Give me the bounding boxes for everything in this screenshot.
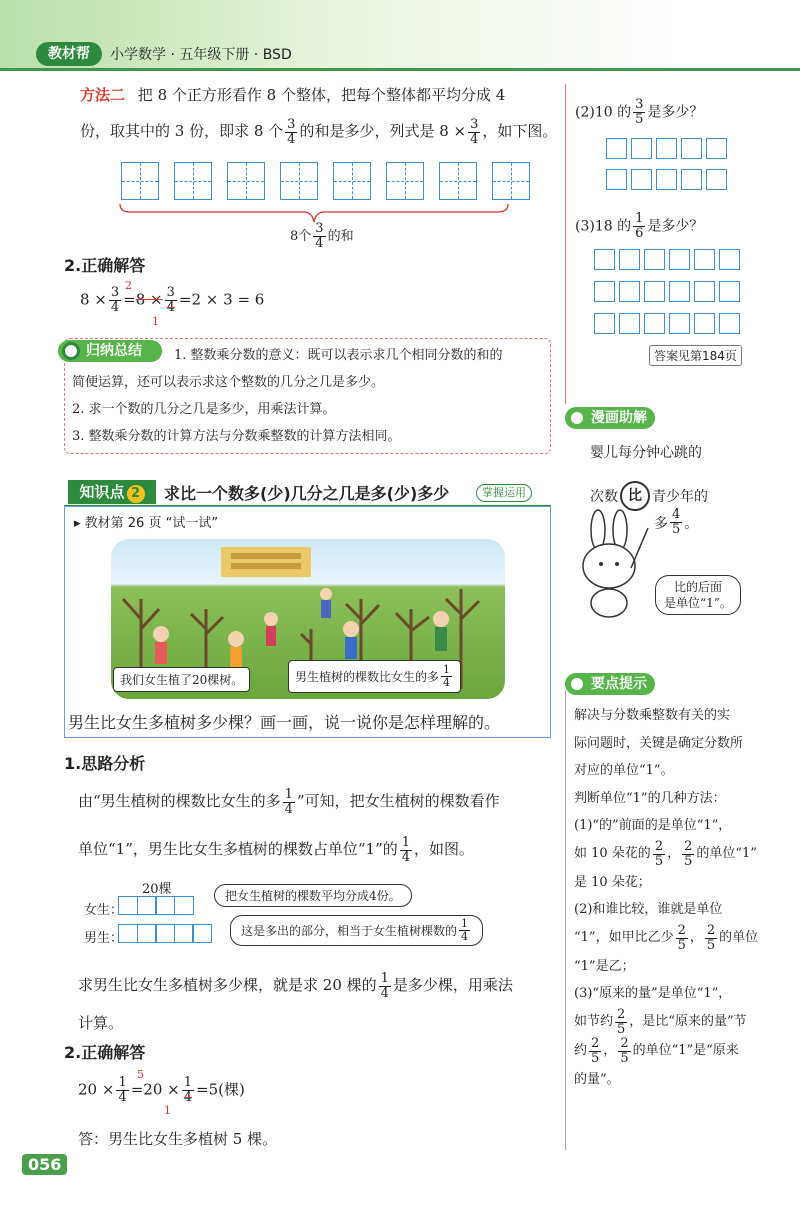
header-divider — [0, 68, 800, 71]
grid-q3 — [594, 249, 740, 345]
comic-line1: 婴儿每分钟心跳的 — [590, 445, 702, 461]
eight-squares-diagram — [121, 162, 530, 200]
divided-square — [333, 162, 371, 200]
solve1-equation: 8 × $\frac{3}{4}$ =8 × $\frac{3}{4}$ =2 × 3 = 6 — [80, 285, 265, 315]
knowledge-point-title: 求比一个数多(少)几分之几是多(少)多少 — [164, 484, 450, 503]
grid-cell — [606, 169, 627, 190]
target-icon — [62, 342, 80, 360]
analysis-p1: 由“男生植树的棵数比女生的多 $\frac{1}{4}$ ”可知，把女生植树的棵数看作 — [78, 786, 500, 817]
brand-badge: 教材帮 — [36, 42, 102, 66]
callout-split: 把女生植树的棵数平均分成4份。 — [214, 884, 412, 907]
summary-item1: 1. 整数乘分数的意义：既可以表示求几个相同分数的和的 — [174, 348, 503, 363]
grid-cell — [719, 249, 740, 270]
grid-cell — [644, 249, 665, 270]
solve2-heading: 2.正确解答 — [64, 1043, 146, 1062]
summary-item1b: 简便运算，还可以表示求这个整数的几分之几是多少。 — [72, 375, 385, 390]
grid-cell — [644, 281, 665, 302]
try-question: 男生比女生多植树多少棵？画一画，说一说你是怎样理解的。 — [68, 713, 501, 732]
textbook-ref: ▸ 教材第 26 页 “试一试” — [74, 516, 219, 531]
boys-bar — [118, 924, 211, 943]
column-divider — [565, 690, 566, 1150]
magnifier-icon: 比 — [620, 481, 650, 511]
fraction: $\frac{3}{4}$ — [470, 116, 479, 147]
grid-cell — [619, 313, 640, 334]
analysis-p2: 单位“1”，男生比女生多植树的棵数占单位“1”的 $\frac{1}{4}$ ，如图。 — [78, 834, 475, 865]
boys-label: 男生： — [84, 931, 124, 946]
grid-cell — [694, 249, 715, 270]
question-2: (2)10 的 $\frac{3}{5}$ 是多少？ — [575, 97, 704, 127]
divided-square — [174, 162, 212, 200]
rabbit-mascot-icon — [576, 508, 656, 618]
girls-bar — [118, 896, 192, 915]
leaf-icon — [568, 409, 586, 427]
grid-cell — [619, 249, 640, 270]
comic-tag: 漫画助解 — [565, 407, 655, 429]
solve2-equation: 20 × $\frac{1}{4}$ =20 × $\frac{1}{4}$ =5(棵) — [78, 1075, 245, 1105]
analysis-heading: 1.思路分析 — [64, 754, 146, 773]
question-3: (3)18 的 $\frac{1}{6}$ 是多少？ — [575, 211, 704, 241]
grid-q2 — [606, 138, 727, 200]
grid-cell — [631, 169, 652, 190]
fraction: $\frac{3}{4}$ — [287, 116, 296, 147]
knowledge-point-tag: 知识点 2 — [68, 480, 156, 504]
summary-item2: 2. 求一个数的几分之几是多少，用乘法计算。 — [72, 402, 336, 417]
method2-line1: 方法二 把 8 个正方形看作 8 个整体，把每个整体都平均分成 4 — [80, 86, 506, 104]
grid-cell — [594, 313, 615, 334]
divided-square — [386, 162, 424, 200]
grid-cell — [631, 138, 652, 159]
divided-square — [492, 162, 530, 200]
grid-cell — [719, 313, 740, 334]
grid-cell — [606, 138, 627, 159]
grid-cell — [656, 138, 677, 159]
page-number: 056 — [22, 1154, 67, 1175]
callout-extra: 这是多出的部分，相当于女生植树棵数的 $\frac{1}{4}$ — [230, 915, 483, 946]
mastery-badge: 掌握运用 — [476, 484, 532, 502]
comic-line2: 次数 比 青少年的 — [590, 481, 708, 511]
divided-square — [439, 162, 477, 200]
summary-item3: 3. 整数乘分数的计算方法与分数乘整数的计算方法相同。 — [72, 429, 401, 444]
method2-line2: 份，取其中的 3 份，即求 8 个 $\frac{3}{4}$ 的和是多少，列式是 8 × $\frac{3}{4}$ ，如下图。 — [80, 116, 558, 147]
cancel-mark-top: 5 — [137, 1068, 144, 1081]
cancel-mark-bottom: 1 — [152, 315, 159, 328]
leaf-icon — [568, 675, 586, 693]
cancel-mark-bottom: 1 — [164, 1104, 171, 1117]
answer-reference: 答案见第184页 — [649, 345, 742, 366]
grid-cell — [669, 281, 690, 302]
grid-cell — [594, 281, 615, 302]
boy-speech-bubble: 男生植树的棵数比女生的多 $\frac{1}{4}$ — [288, 660, 461, 693]
grid-cell — [656, 169, 677, 190]
grid-cell — [694, 313, 715, 334]
comic-line3: 多 $\frac{4}{5}$ 。 — [654, 507, 699, 537]
grid-cell — [706, 169, 727, 190]
cancel-mark-top: 2 — [125, 279, 132, 292]
girl-speech-bubble: 我们女生植了20棵树。 — [113, 667, 250, 692]
grid-cell — [669, 249, 690, 270]
grid-cell — [644, 313, 665, 334]
method2-label: 方法二 — [80, 86, 126, 104]
tips-list: 解决与分数乘整数有关的实 际问题时，关键是确定分数所 对应的单位“1”。 判断单位“1”的几种方法： (1)“的”前面的是单位“1”， 如 10 朵花的 $\frac{2}{5}$ ， $\frac{2}{5}$ 的单位“1” 是 10 朵花； (2)和谁比较，谁就是单位 “1”，如甲比乙少 $\frac{2}{5}$ ， $\frac{2}{5}$ 的单位 “1”是乙； (3)“原来的量”是单位“1”， 如节约 $\frac{2}{5}$ ，是比“原来的量”节 约 $\frac{2}{5}$ ， $\frac{2}{5}$ 的单位“1”是“原来 的量”。 — [574, 708, 759, 1087]
grid-cell — [619, 281, 640, 302]
divided-square — [121, 162, 159, 200]
brace-label: 8个 $\frac{3}{4}$ 的和 — [290, 221, 354, 251]
column-divider — [565, 84, 566, 404]
grid-cell — [706, 138, 727, 159]
grid-cell — [681, 169, 702, 190]
grid-cell — [681, 138, 702, 159]
grid-cell — [669, 313, 690, 334]
solve2-answer: 答：男生比女生多植树 5 棵。 — [78, 1130, 278, 1148]
divided-square — [227, 162, 265, 200]
grid-cell — [694, 281, 715, 302]
divided-square — [280, 162, 318, 200]
analysis-p3: 求男生比女生多植树多少棵，就是求 20 棵的 $\frac{1}{4}$ 是多少棵，用乘法 — [78, 970, 513, 1001]
girls-label: 女生： — [84, 903, 124, 918]
analysis-p3c: 计算。 — [78, 1014, 124, 1032]
book-title: 小学数学 · 五年级下册 · BSD — [110, 47, 292, 63]
summary-tag: 归纳总结 — [58, 340, 162, 362]
grid-cell — [719, 281, 740, 302]
tips-tag: 要点提示 — [565, 673, 655, 695]
diagram-total-label: 20棵 — [142, 882, 172, 897]
grid-cell — [594, 249, 615, 270]
solve1-heading: 2.正确解答 — [64, 256, 146, 275]
comic-speech-bubble: 比的后面 是单位“1”。 — [655, 575, 741, 615]
